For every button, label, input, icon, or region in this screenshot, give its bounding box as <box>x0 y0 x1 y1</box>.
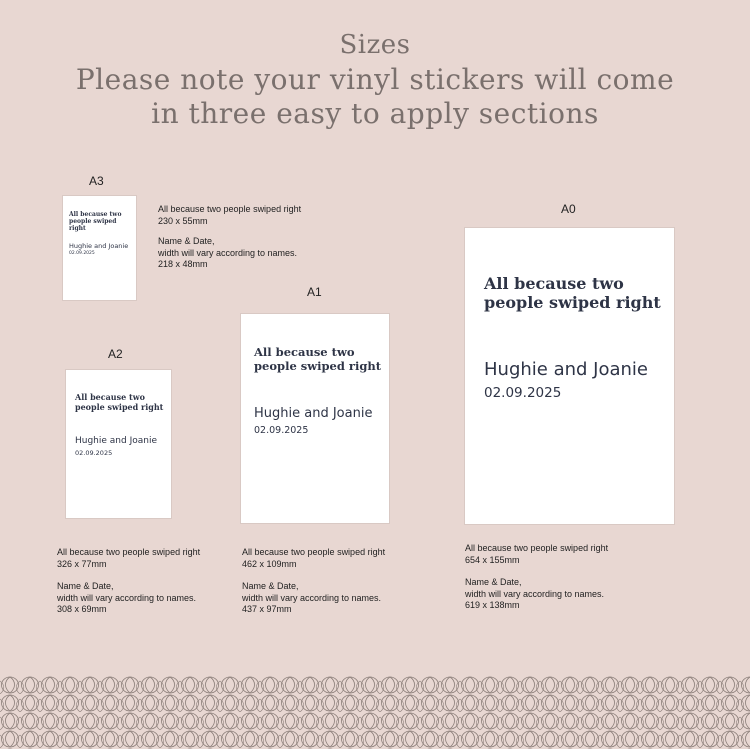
preview-date: 02.09.2025 <box>69 251 95 256</box>
phrase-info: All because two people swiped right <box>465 543 609 553</box>
preview-card-a3 <box>63 196 136 300</box>
size-label-a0: A0 <box>561 202 576 216</box>
phrase-dimensions: 654 x 155mm <box>465 554 520 565</box>
name-info: Name & Date, <box>57 581 114 591</box>
preview-phrase: All because two people swiped right <box>69 211 122 233</box>
preview-names: Hughie and Joanie <box>75 436 157 446</box>
preview-phrase: All because two people swiped right <box>75 392 164 412</box>
size-info-a1 <box>242 547 385 616</box>
name-dimensions: 218 x 48mm <box>158 259 208 269</box>
preview-date: 02.09.2025 <box>484 385 562 401</box>
size-info-a3 <box>158 204 301 271</box>
preview-date: 02.09.2025 <box>75 449 113 457</box>
size-label-a1: A1 <box>307 285 322 299</box>
preview-names: Hughie and Joanie <box>254 406 373 421</box>
page-title: Sizes <box>339 30 411 60</box>
name-info: Name & Date, <box>465 577 522 587</box>
name-note: width will vary according to names. <box>57 592 197 603</box>
preview-names: Hughie and Joanie <box>484 359 648 380</box>
size-info-a2 <box>57 547 200 616</box>
preview-date: 02.09.2025 <box>254 425 309 436</box>
subtitle-line-1: Please note your vinyl stickers will come <box>75 63 675 96</box>
decorative-pattern-band <box>0 676 750 749</box>
name-info: Name & Date, <box>158 236 215 246</box>
phrase-dimensions: 230 x 55mm <box>158 215 208 226</box>
preview-card-a0 <box>465 228 674 524</box>
name-note: width will vary according to names. <box>242 592 382 603</box>
phrase-info: All because two people swiped right <box>158 204 302 214</box>
size-label-a3: A3 <box>89 174 104 188</box>
name-note: width will vary according to names. <box>158 247 298 258</box>
name-dimensions: 619 x 138mm <box>465 600 520 610</box>
name-note: width will vary according to names. <box>465 588 605 599</box>
preview-phrase: All because two people swiped right <box>254 345 382 373</box>
preview-phrase: All because two people swiped right <box>484 274 661 313</box>
preview-card-a1 <box>241 314 389 523</box>
name-dimensions: 437 x 97mm <box>242 604 292 614</box>
size-label-a2: A2 <box>108 347 123 361</box>
name-dimensions: 308 x 69mm <box>57 604 107 614</box>
phrase-info: All because two people swiped right <box>242 547 386 557</box>
name-info: Name & Date, <box>242 581 299 591</box>
size-info-a0 <box>465 543 608 612</box>
phrase-dimensions: 462 x 109mm <box>242 558 297 569</box>
subtitle-line-2: in three easy to apply sections <box>151 97 599 130</box>
preview-card-a2 <box>66 370 171 518</box>
phrase-info: All because two people swiped right <box>57 547 201 557</box>
phrase-dimensions: 326 x 77mm <box>57 558 107 569</box>
preview-names: Hughie and Joanie <box>69 242 129 250</box>
